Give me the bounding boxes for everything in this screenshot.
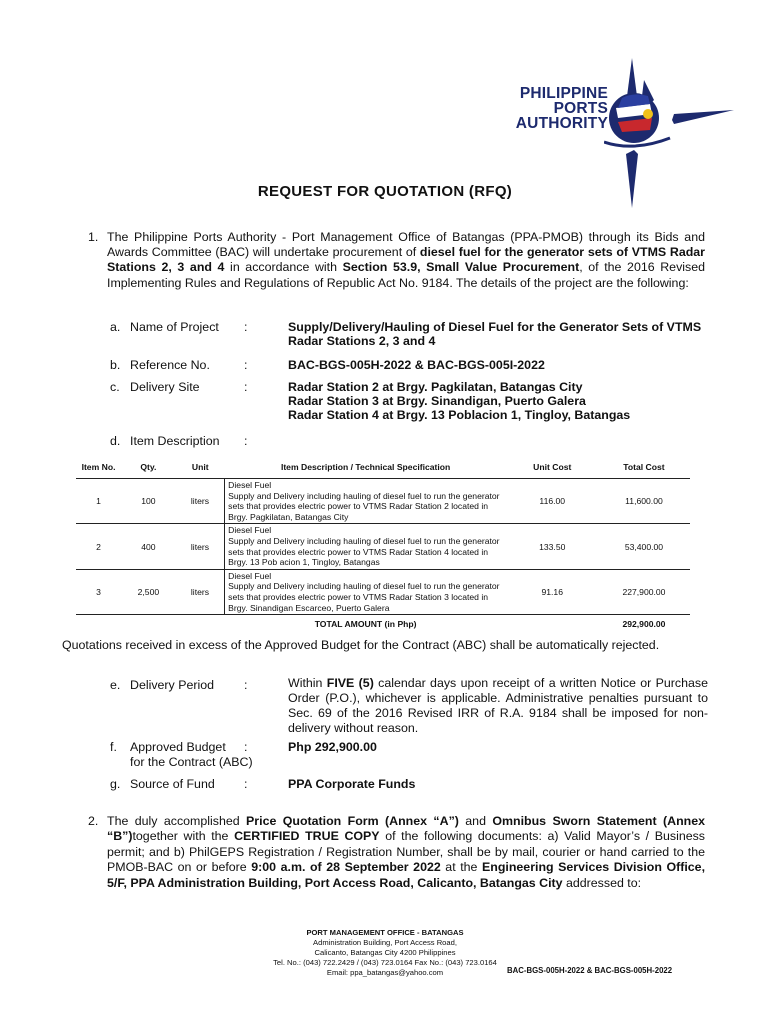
detail-e-label: Delivery Period bbox=[130, 678, 215, 692]
row-item: 2 bbox=[76, 524, 121, 569]
row-unit: liters bbox=[176, 524, 225, 569]
delivery-period: Within FIVE (5) calendar days upon receipt of a written Notice or Purchase Order (P.O.), whichever is applicable. Administrative penalties pursuant to Sec. 69 of the 2016 Revised IRR of R.A. 9184 shall be imposed for non-delivery without reason. bbox=[288, 676, 708, 735]
total-amount-label: TOTAL AMOUNT (in Php) bbox=[314, 619, 417, 630]
row-unit-cost: 91.16 bbox=[507, 569, 598, 614]
detail-d-label: Item Description bbox=[130, 434, 220, 448]
table-row bbox=[76, 524, 690, 569]
row-description: Diesel Fuel Supply and Delivery including hauling of diesel fuel to run the generator sets that provides electric power to VTMS Radar Station 3 located in Brgy. Sinandigan Escarceo, Puerto Galera bbox=[225, 569, 507, 614]
detail-b-colon: : bbox=[244, 358, 248, 372]
detail-f-label-1: Approved Budget bbox=[130, 740, 226, 754]
delivery-site-1: Radar Station 2 at Brgy. Pagkilatan, Batangas City bbox=[288, 380, 583, 394]
detail-d-colon: : bbox=[244, 434, 248, 448]
footer-reference-code: BAC-BGS-005H-2022 & BAC-BGS-005H-2022 bbox=[507, 966, 673, 975]
detail-c-colon: : bbox=[244, 380, 248, 394]
org-line-2: PORTS bbox=[553, 100, 608, 117]
col-qty-header: Qty. bbox=[121, 456, 176, 479]
item-table bbox=[76, 456, 690, 633]
detail-e-colon: : bbox=[244, 678, 248, 692]
row-unit-cost: 133.50 bbox=[507, 524, 598, 569]
org-line-1: PHILIPPINE bbox=[519, 85, 608, 102]
row-total-cost: 53,400.00 bbox=[598, 524, 690, 569]
col-item-header: Item No. bbox=[76, 456, 121, 479]
row-qty: 400 bbox=[121, 524, 176, 569]
detail-e-key: e. bbox=[110, 678, 121, 692]
detail-g-label: Source of Fund bbox=[130, 777, 215, 791]
detail-a-label: Name of Project bbox=[130, 320, 219, 334]
detail-b-label: Reference No. bbox=[130, 358, 210, 372]
detail-f-label-2: for the Contract (ABC) bbox=[130, 755, 253, 769]
col-unit-cost-header: Unit Cost bbox=[507, 456, 598, 479]
row-total-cost: 227,900.00 bbox=[598, 569, 690, 614]
detail-b-key: b. bbox=[110, 358, 121, 372]
footer-tel: Tel. No.: (043) 722.2429 / (043) 723.0164 Fax No.: (043) 723.0164 bbox=[273, 958, 497, 967]
table-row bbox=[76, 569, 690, 614]
col-desc-header: Item Description / Technical Specification bbox=[225, 456, 507, 479]
delivery-site-3: Radar Station 4 at Brgy. 13 Poblacion 1, Tingloy, Batangas bbox=[288, 408, 631, 422]
org-line-3: AUTHORITY bbox=[515, 115, 608, 132]
detail-f-key: f. bbox=[110, 740, 117, 754]
row-item: 3 bbox=[76, 569, 121, 614]
detail-d-key: d. bbox=[110, 434, 121, 448]
row-qty: 100 bbox=[121, 479, 176, 524]
reference-number: BAC-BGS-005H-2022 & BAC-BGS-005I-2022 bbox=[288, 358, 545, 372]
detail-a-colon: : bbox=[244, 320, 248, 334]
source-of-fund: PPA Corporate Funds bbox=[288, 777, 416, 791]
detail-g-key: g. bbox=[110, 777, 121, 791]
table-header-row bbox=[76, 456, 690, 479]
row-unit-cost: 116.00 bbox=[507, 479, 598, 524]
page-title: REQUEST FOR QUOTATION (RFQ) bbox=[257, 183, 513, 200]
detail-c-key: c. bbox=[110, 380, 120, 394]
row-item: 1 bbox=[76, 479, 121, 524]
row-total-cost: 11,600.00 bbox=[598, 479, 690, 524]
row-description: Diesel Fuel Supply and Delivery including hauling of diesel fuel to run the generator sets that provides electric power to VTMS Radar Station 2 located in Brgy. Pagkilatan, Batangas City bbox=[225, 479, 507, 524]
footer-office: PORT MANAGEMENT OFFICE - BATANGAS bbox=[306, 928, 464, 937]
project-name: Supply/Delivery/Hauling of Diesel Fuel for the Generator Sets of VTMS Radar Stations 2, 3 and 4 bbox=[288, 320, 702, 348]
total-row bbox=[76, 615, 690, 634]
detail-g-colon: : bbox=[244, 777, 248, 791]
col-total-cost-header: Total Cost bbox=[598, 456, 690, 479]
section-1-number: 1. bbox=[88, 230, 99, 244]
approved-budget: Php 292,900.00 bbox=[288, 740, 377, 754]
footer-email: Email: ppa_batangas@yahoo.com bbox=[326, 968, 444, 977]
footer-address-1: Administration Building, Port Access Road, bbox=[313, 938, 457, 947]
row-unit: liters bbox=[176, 569, 225, 614]
section-2-number: 2. bbox=[88, 814, 99, 828]
col-unit-header: Unit bbox=[176, 456, 225, 479]
detail-c-label: Delivery Site bbox=[130, 380, 200, 394]
detail-f-colon: : bbox=[244, 740, 248, 754]
table-row bbox=[76, 479, 690, 524]
abc-notice: Quotations received in excess of the Approved Budget for the Contract (ABC) shall be automatically rejected. bbox=[62, 638, 660, 652]
row-description: Diesel Fuel Supply and Delivery including hauling of diesel fuel to run the generator sets that provides electric power to VTMS Radar Station 4 located in Brgy. 13 Pob acion 1, Tingloy, Batangas bbox=[225, 524, 507, 569]
delivery-site-2: Radar Station 3 at Brgy. Sinandigan, Puerto Galera bbox=[288, 394, 586, 408]
org-logo-text bbox=[516, 86, 608, 131]
footer-address-2: Calicanto, Batangas City 4200 Philippines bbox=[314, 948, 456, 957]
row-unit: liters bbox=[176, 479, 225, 524]
row-qty: 2,500 bbox=[121, 569, 176, 614]
intro-paragraph: The Philippine Ports Authority - Port Management Office of Batangas (PPA-PMOB) through its Bids and Awards Committee (BAC) will undertake procurement of diesel fuel for the generator sets of VTMS Radar Stations 2, 3 and 4 in accordance with Section 53.9, Small Value Procurement, of the 2016 Revised Implementing Rules and Regulations of Republic Act No. 9184. The details of the project are the following: bbox=[107, 230, 705, 290]
total-amount-value: 292,900.00 bbox=[622, 619, 666, 630]
submission-paragraph: The duly accomplished Price Quotation Form (Annex “A”) and Omnibus Sworn Statement (Annex “B”)together with the CERTIFIED TRUE COPY of the following documents: a) Valid Mayor’s / Business permit; and b) PhilGEPS Registration / Registration Number, shall be by mail, courier or hand carried to the PMOB-BAC on or before 9:00 a.m. of 28 September 2022 at the Engineering Services Division Office, 5/F, PPA Administration Building, Port Access Road, Calicanto, Batangas City addressed to: bbox=[107, 814, 706, 890]
detail-a-key: a. bbox=[110, 320, 121, 334]
